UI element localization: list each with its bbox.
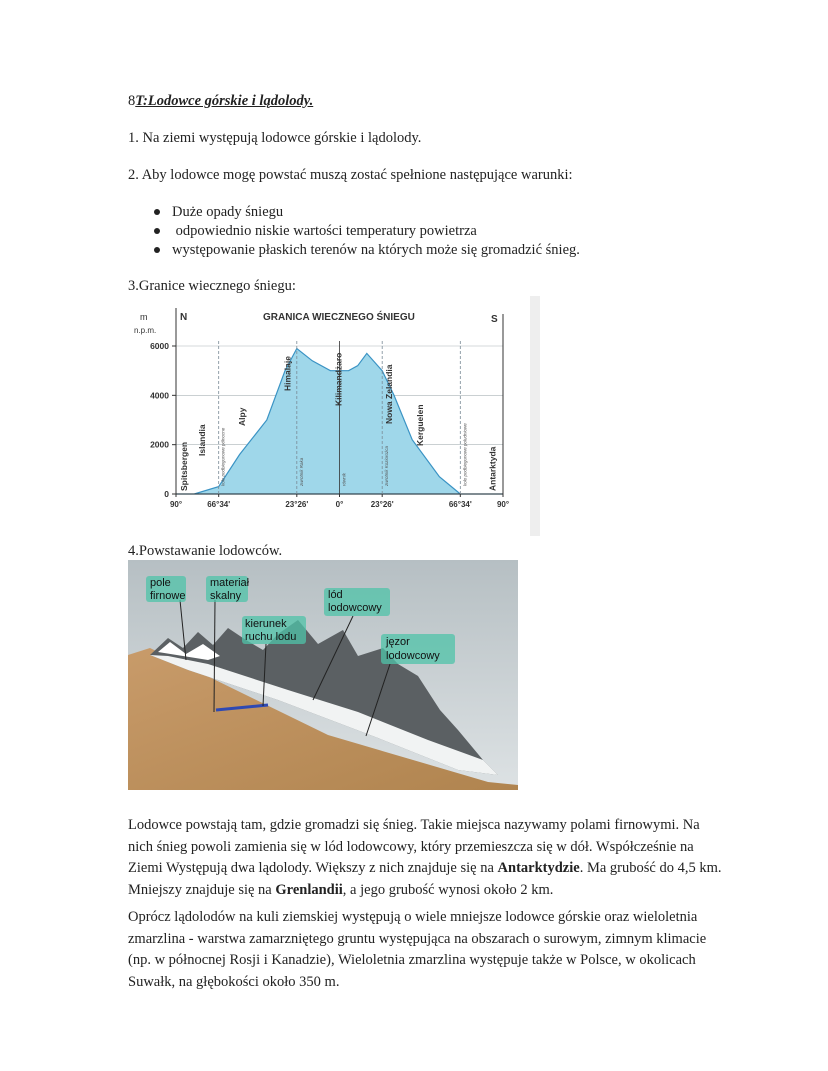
bullet-dot <box>154 209 160 215</box>
chart-edge-shadow <box>530 296 540 536</box>
x-tick-label: 90° <box>496 500 510 509</box>
text-line: Oprócz lądolodów na kuli ziemskiej występują o wiele mniejsze lodowce górskie oraz wieloletnia <box>128 909 698 925</box>
text-span: , a jego grubość wynosi około 2 km. <box>342 881 554 898</box>
bold-antarktydzie: Antarktydzie <box>497 860 580 876</box>
label-kierunek: kierunek <box>245 618 287 630</box>
label-skalny: skalny <box>210 590 242 602</box>
paragraph-1: 1. Na ziemi występują lodowce górskie i lądolody. <box>128 130 422 146</box>
text-line: zmarzlina - warstwa zamarzniętego gruntu występująca na obszarach o surowym, zimnym klimacie <box>128 930 707 947</box>
place-label: Antarktyda <box>487 446 498 491</box>
label-firnowe: firnowe <box>150 590 186 602</box>
body-paragraph-1 <box>128 815 722 901</box>
paragraph-3: 3.Granice wiecznego śniegu: <box>128 278 296 294</box>
place-label: Himalaje <box>282 356 293 391</box>
label-lodowcowy: lodowcowy <box>328 602 382 614</box>
place-label: Alpy <box>237 407 248 426</box>
place-label: Kerguelen <box>415 404 426 446</box>
latitude-small-label: równik <box>341 472 347 486</box>
bold-grenlandii: Grenlandii <box>275 881 343 898</box>
y-tick-label: 0 <box>164 489 169 499</box>
text-line: Suwałk, na głębokości około 350 m. <box>128 973 340 990</box>
x-tick-label: 66°34' <box>448 500 472 509</box>
label-pole: pole <box>150 577 171 589</box>
paragraph-4: 4.Powstawanie lodowców. <box>128 543 283 559</box>
north-label: N <box>180 312 188 323</box>
text-line: (np. w północnej Rosji i Kanadzie), Wieloletnia zmarzlina występuje także w Polsce, w okolicach <box>128 952 696 968</box>
bullet-item-2: odpowiednio niskie wartości temperatury powietrza <box>172 223 477 239</box>
bullet-dot <box>154 247 160 253</box>
snow-line-chart <box>128 296 540 536</box>
bullet-dot <box>154 228 160 234</box>
text-line: nich śnieg powoli zamienia się w lód lodowcowy, który przemieszcza się w dół. Współcześnie na <box>128 838 694 855</box>
label-lodowcowy-2: lodowcowy <box>386 650 440 662</box>
y-tick-label: 2000 <box>150 439 169 450</box>
chart-title: GRANICA WIECZNEGO ŚNIEGU <box>263 312 415 323</box>
text-span: . Ma grubość do 4,5 km. <box>579 860 722 876</box>
paragraph-2: 2. Aby lodowce mogę powstać muszą zostać spełnione następujące warunki: <box>128 167 573 183</box>
latitude-small-label: koło podbiegunowe północne <box>220 427 226 486</box>
y-tick-label: 4000 <box>150 390 169 401</box>
y-tick-label: 6000 <box>150 341 169 351</box>
bullet-item-3: występowanie płaskich terenów na których może się gromadzić śnieg. <box>172 242 580 258</box>
x-tick-label: 23°26' <box>285 500 309 509</box>
glacier-illustration <box>128 560 518 790</box>
latitude-small-label: koło podbiegunowe południowe <box>462 423 468 486</box>
place-label: Kilimandżaro <box>333 352 344 406</box>
place-label: Spitsbergen <box>178 441 189 491</box>
label-jezor: jęzor <box>386 636 410 648</box>
place-label: Islandia <box>197 424 208 456</box>
label-lod: lód <box>328 589 343 601</box>
latitude-small-label: zwrotnik Raka <box>298 457 304 486</box>
label-ruchu-lodu: ruchu lodu <box>245 631 297 643</box>
label-material: materiał <box>210 577 250 589</box>
page-title <box>128 91 313 111</box>
y-unit-m: m <box>140 312 148 322</box>
text-line <box>128 880 708 902</box>
text-line: Lodowce powstają tam, gdzie gromadzi się śnieg. Takie miejsca nazywamy polami firnowymi. Na <box>128 817 700 833</box>
text-line <box>128 858 722 880</box>
text-span: Ziemi Występują dwa lądolody. Większy z nich znajduje się na <box>128 860 498 876</box>
title-text: T:Lodowce górskie i lądolody. <box>135 93 314 109</box>
text-span: Mniejszy znajduje się na <box>128 881 276 898</box>
x-tick-label: 66°34' <box>207 500 231 509</box>
x-tick-label: 0° <box>335 500 344 509</box>
x-tick-label: 23°26' <box>370 500 394 509</box>
title-number: 8 <box>128 93 136 109</box>
south-label: S <box>491 314 498 325</box>
body-paragraph-2 <box>128 907 708 993</box>
latitude-small-label: zwrotnik Koziorożca <box>384 445 390 486</box>
place-label: Nowa Zelandia <box>384 364 395 424</box>
y-unit-npm: n.p.m. <box>134 326 157 335</box>
bullet-item-1: Duże opady śniegu <box>172 204 284 220</box>
x-tick-label: 90° <box>169 500 183 509</box>
